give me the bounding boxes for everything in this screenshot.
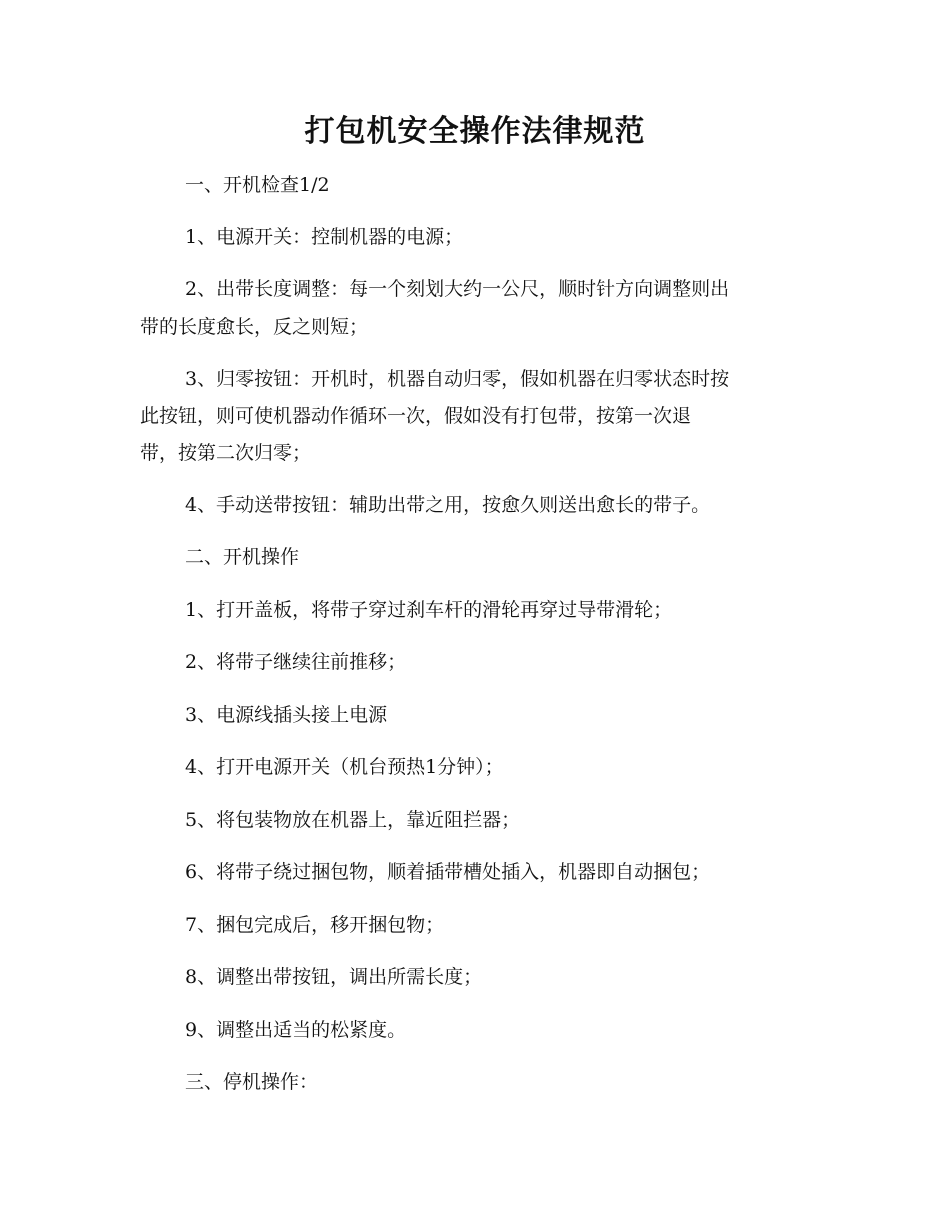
paragraph-line: 带，按第二次归零； bbox=[140, 442, 312, 464]
paragraph-line: 4、打开电源开关（机台预热1分钟）； bbox=[185, 756, 504, 778]
paragraph-line: 2、将带子继续往前推移； bbox=[185, 651, 407, 673]
paragraph-line: 2、出带长度调整：每一个刻划大约一公尺，顺时针方向调整则出 bbox=[185, 278, 730, 300]
section-heading-startup-check: 一、开机检查1/2 bbox=[185, 174, 330, 196]
paragraph-line: 4、手动送带按钮：辅助出带之用，按愈久则送出愈长的带子。 bbox=[185, 494, 711, 516]
paragraph-line: 5、将包装物放在机器上，靠近阻拦器； bbox=[185, 809, 521, 831]
section-heading-startup-operation: 二、开机操作 bbox=[185, 546, 300, 568]
paragraph-line: 6、将带子绕过捆包物，顺着插带槽处插入，机器即自动捆包； bbox=[185, 861, 711, 883]
paragraph-line: 1、打开盖板，将带子穿过刹车杆的滑轮再穿过导带滑轮； bbox=[185, 599, 673, 621]
paragraph-line: 7、捆包完成后，移开捆包物； bbox=[185, 914, 445, 936]
paragraph-line: 3、归零按钮：开机时，机器自动归零，假如机器在归零状态时按 bbox=[185, 368, 730, 390]
paragraph-line: 9、调整出适当的松紧度。 bbox=[185, 1019, 407, 1041]
paragraph-line: 带的长度愈长，反之则短； bbox=[140, 316, 369, 338]
paragraph-line: 1、电源开关：控制机器的电源； bbox=[185, 226, 464, 248]
paragraph-line: 此按钮，则可使机器动作循环一次，假如没有打包带，按第一次退 bbox=[140, 405, 692, 427]
paragraph-line: 3、电源线插头接上电源 bbox=[185, 704, 388, 726]
section-heading-shutdown-operation: 三、停机操作： bbox=[185, 1071, 319, 1093]
document-title: 打包机安全操作法律规范 bbox=[304, 114, 646, 149]
paragraph-line: 8、调整出带按钮，调出所需长度； bbox=[185, 966, 483, 988]
